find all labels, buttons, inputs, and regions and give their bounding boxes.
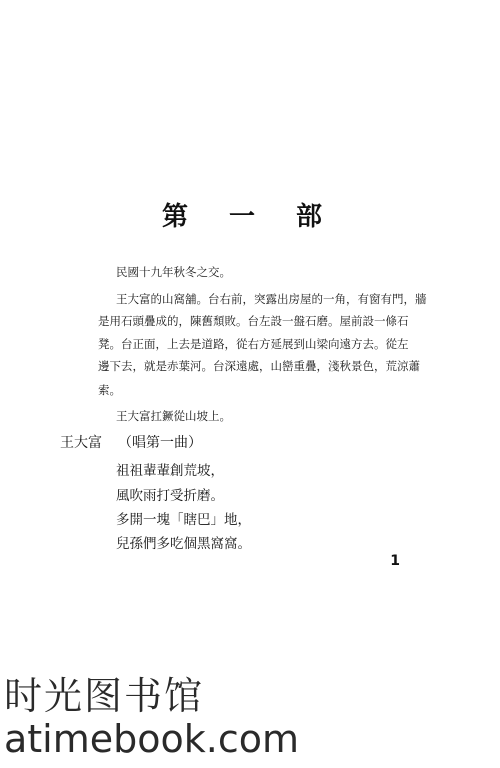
watermark-url: atimebook.com [4, 717, 300, 761]
stage-line: 邊下去，就是赤葉河。台深遠處，山巒重疊，淺秋景色，荒涼蕭 [98, 359, 420, 373]
stage-line: 民國十九年秋冬之交。 [116, 265, 231, 279]
lyric-line: 祖祖輩輩創荒坡， [116, 463, 224, 479]
watermark-title: 时光图书馆 [4, 674, 205, 718]
lyric-line: 多開一塊「瞎巴」地， [116, 512, 251, 528]
stage-line: 凳。台正面，上去是道路，從右方延展到山梁向遠方去。從左 [98, 337, 409, 351]
page-title: 第 一 部 [161, 202, 339, 232]
lyric-line: 兒孫們多吃個黑窩窩。 [116, 536, 251, 552]
stage-line: 王大富扛鐝從山坡上。 [116, 409, 231, 423]
speaker-direction: （唱第一曲） [118, 435, 202, 451]
page-number: 1 [390, 553, 400, 569]
speaker-line [60, 432, 202, 452]
stage-line: 是用石頭疊成的，陳舊頹敗。台左設一盤石磨。屋前設一條石 [98, 314, 409, 328]
speaker-name: 王大富 [60, 435, 102, 451]
stage-line: 索。 [98, 383, 121, 397]
stage-line: 王大富的山窩舖。台右前，突露出房屋的一角，有窗有門，牆 [116, 292, 427, 306]
lyric-line: 風吹雨打受折磨。 [116, 488, 224, 504]
